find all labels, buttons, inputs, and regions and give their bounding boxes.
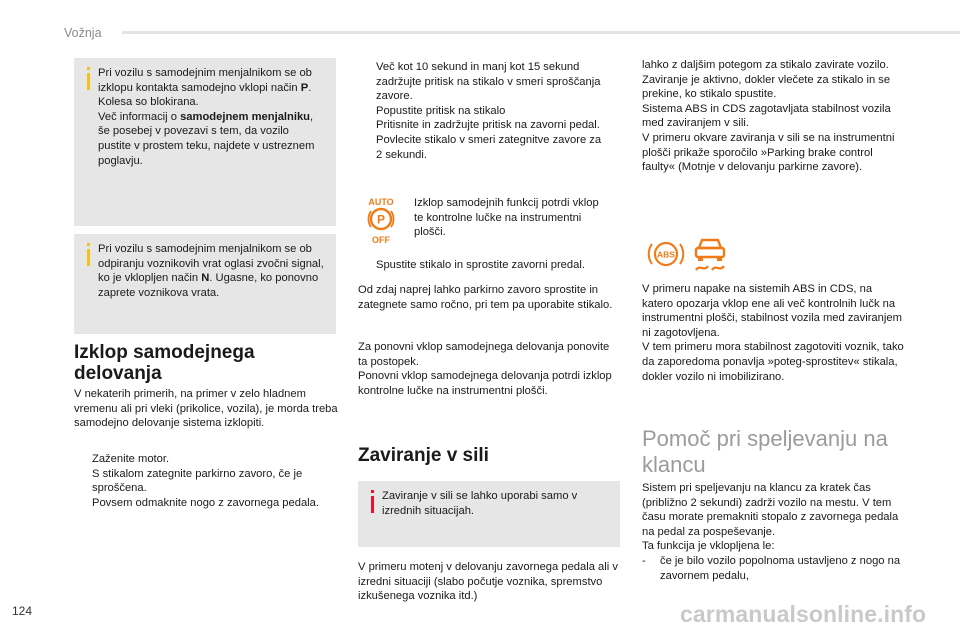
hill-start-text: Sistem pri speljevanju na klancu za kratek čas (približno 2 sekundi) zadrži vozilo na mestu. V tem času morate premakniti stopalo z zavornega pedala na pedal za pospeševanje. Ta funkcija je vklopljena le: - če je bilo vozilo popolnoma ustavljeno z nogo na zavornem pedalu, xyxy=(642,481,904,583)
stability-control-icon xyxy=(690,232,730,274)
section-heading-emergency-braking: Zaviranje v sili xyxy=(358,445,489,466)
list-item: Spustite stikalo in sprostite zavorni predal. xyxy=(376,259,585,271)
watermark: carmanualsonline.info xyxy=(680,601,927,627)
list-item: Zaženite motor. xyxy=(92,453,170,465)
info-note-marker-icon xyxy=(87,67,90,70)
auto-off-steps-continued xyxy=(358,60,608,162)
list-item: S stikalom zategnite parkirno zavoro, če je sproščena. xyxy=(92,467,303,495)
svg-text:P: P xyxy=(376,212,386,227)
section-heading-auto-off: Izklop samodejnega delovanja xyxy=(74,342,255,384)
emergency-braking-continued: lahko z daljšim potegom za stikalo zavirate vozilo. Zaviranje je aktivno, dokler vlečete za stikalo in se prekine, ko stikalo spustite. Sistema ABS in CDS zagotavljata stabilnost vozila med zaviranjem v sili. V primeru okvare zaviranja v sili se na instrumentni plošči prikaže sporočilo »Parking brake control faulty« (Motnje v delovanju parkirne zavore). xyxy=(642,59,895,174)
section-title: Vožnja xyxy=(64,26,102,40)
emergency-braking-text: V primeru motenj v delovanju zavornega pedala ali v izredni situaciji (slabo počutje voznika, spremstvo izkušenega voznika itd.) xyxy=(358,561,618,603)
page-number: 124 xyxy=(12,604,33,618)
reactivation-text: Za ponovni vklop samodejnega delovanja ponovite ta postopek. Ponovni vklop samodejnega delovanja potrdi izklop kontrolne lučke na instrumentni plošči. xyxy=(358,341,612,397)
section-heading-hill-start-assist: Pomoč pri speljevanju na klancu xyxy=(642,426,888,477)
abs-warning-icon xyxy=(646,234,686,274)
info-note-2-text: Pri vozilu s samodejnim menjalnikom se ob odpiranju voznikovih vrat oglasi zvočni signal, ko je vklopljen način N. Ugasne, ko ponovno zaprete voznikova vrata. xyxy=(98,243,324,299)
dash-bullet: - xyxy=(642,554,646,567)
manual-parking-text: Od zdaj naprej lahko parkirno zavoro sprostite in zategnete samo ročno, pri tem pa uporabite stikalo. xyxy=(358,284,613,311)
warning-note-bar xyxy=(371,496,374,513)
svg-text:ABS: ABS xyxy=(657,249,675,260)
parking-brake-circle-icon xyxy=(366,207,396,231)
list-item: Povsem odmaknite nogo z zavornega pedala. xyxy=(92,496,320,509)
release-step xyxy=(358,258,608,273)
info-note-2 xyxy=(74,234,336,334)
auto-off-intro: V nekaterih primerih, na primer v zelo hladnem vremenu ali pri vleki (prikolice, vozila), je morda treba samodejno delovanje sistema izklopiti. xyxy=(74,388,338,430)
abs-cds-failure-text: V primeru napake na sistemih ABS in CDS, na katero opozarja vklop ene ali več kontrolnih lučk na instrumentni plošči, stabilnost vozila med zaviranjem ni zagotovljena. V tem primeru mora stabilnost zagotoviti voznik, tako da zaporedoma ponavlja »poteg-sprostitev« stikala, dokler vozilo ni imobilizirano. xyxy=(642,283,904,383)
list-item: Pritisnite in zadržujte pritisk na zavorni pedal. xyxy=(376,119,600,132)
info-note-1 xyxy=(74,58,336,226)
list-item: Popustite pritisk na stikalo xyxy=(376,104,506,117)
auto-p-off-icon: AUTO P OFF xyxy=(366,198,396,242)
list-item: Več kot 10 sekund in manj kot 15 sekund zadržujte pritisk na stikalo v smeri sproščanja zavore. xyxy=(376,61,601,103)
list-item: - če je bilo vozilo popolnoma ustavljeno z nogo na zavornem pedalu, xyxy=(642,554,901,582)
warning-note: Zaviranje v sili se lahko uporabi samo v izrednih situacijah. xyxy=(358,481,620,547)
auto-p-off-caption: Izklop samodejnih funkcij potrdi vklop te kontrolne lučke na instrumentni plošči. xyxy=(414,197,599,239)
warning-marker-icon xyxy=(371,490,374,493)
list-item: Povlecite stikalo v smeri zategnitve zavore za 2 sekundi. xyxy=(376,133,602,161)
info-note-1-text: Pri vozilu s samodejnim menjalnikom se ob izklopu kontakta samodejno vklopi način P. Kolesa so blokirana. Več informacij o samodejnem menjalniku, še posebej v povezavi s tem, da vozilo pustite v prostem teku, najdete v ustreznem poglavju. xyxy=(98,67,315,167)
info-note-bar xyxy=(87,73,90,90)
info-note-bar xyxy=(87,249,90,266)
info-note-marker-icon xyxy=(87,243,90,246)
header-divider xyxy=(122,31,960,34)
auto-off-steps xyxy=(74,452,340,510)
